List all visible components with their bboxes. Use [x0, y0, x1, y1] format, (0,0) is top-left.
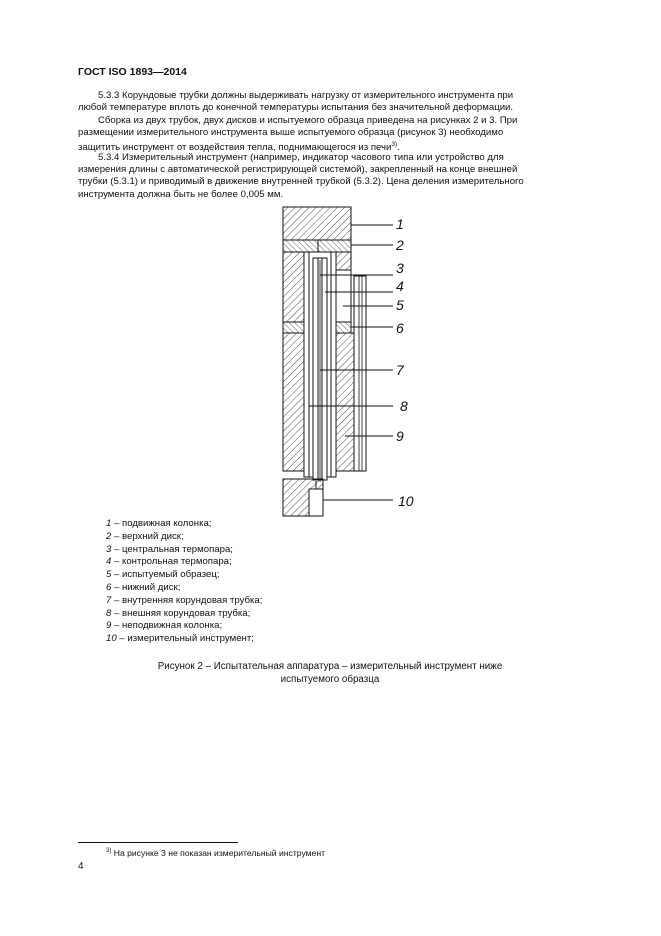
callout-5: 5	[396, 297, 404, 313]
legend-text: – центральная термопара;	[111, 543, 233, 555]
movable-column-right	[336, 252, 351, 270]
paragraph-end-mark: .	[397, 142, 400, 154]
legend-num: 8	[106, 607, 112, 619]
legend-text: – верхний диск;	[111, 530, 184, 542]
footnote-divider	[78, 842, 238, 843]
footnote-reference: 3)	[391, 141, 398, 149]
paragraph-line: 5.3.3 Корундовые трубки должны выдерживать нагрузку от измерительного инструмента при	[98, 90, 514, 101]
figure-caption	[110, 660, 550, 686]
legend-num: 4	[106, 556, 112, 568]
paragraph-line: измерения длины с автоматической регистрирующей системой), закрепленный на конце внешней	[78, 164, 518, 176]
callout-6: 6	[396, 320, 404, 336]
legend-num: 10	[106, 633, 117, 645]
paragraph-line: трубки (5.3.1) и приводимый в движение внутренней трубкой (5.3.2). Цена деления измерительного	[78, 176, 524, 188]
legend-num: 6	[106, 581, 112, 593]
upper-disk	[283, 240, 351, 252]
callout-8: 8	[400, 398, 408, 414]
footnote-mark: 3)	[106, 848, 112, 855]
measuring-instrument	[309, 489, 323, 516]
legend-item	[106, 595, 262, 608]
paragraph-line: Сборка из двух трубок, двух дисков и испытуемого образца приведена на рисунках 2 и 3. При	[98, 115, 518, 126]
paragraph-line: любой температуре вплоть до конечной температуры испытания без значительной деформации.	[78, 102, 514, 114]
legend-num: 9	[106, 620, 112, 632]
legend-num: 7	[106, 594, 112, 606]
legend-item	[106, 633, 262, 646]
legend-item	[106, 556, 262, 569]
movable-column-lower	[283, 252, 304, 322]
caption-line: Рисунок 2 – Испытательная аппаратура – измерительный инструмент ниже	[157, 661, 503, 672]
legend-item	[106, 518, 262, 531]
footnote	[106, 848, 325, 858]
legend-num: 5	[106, 569, 112, 581]
callout-3: 3	[396, 260, 404, 276]
caption-line: испытуемого образца	[280, 674, 380, 685]
paragraph-line: инструмента должна быть не более 0,005 мм.	[78, 188, 284, 200]
paragraph-line: защитить инструмент от воздействия тепла, поднимающегося из печи	[78, 142, 392, 154]
legend-num: 2	[106, 530, 112, 542]
legend-text: – внутренняя корундовая трубка;	[111, 594, 263, 606]
legend-text: – контрольная термопара;	[111, 556, 232, 568]
callout-2: 2	[396, 237, 404, 253]
legend-item	[106, 582, 262, 595]
legend-item	[106, 544, 262, 557]
fixed-column-right	[336, 333, 354, 471]
control-thermocouple	[354, 276, 366, 471]
legend-text: – неподвижная колонка;	[111, 620, 223, 632]
legend-text: – нижний диск;	[111, 581, 181, 593]
legend-item	[106, 620, 262, 633]
paragraph-line: размещении измерительного инструмента выше испытуемого образца (рисунок 3) необходимо	[78, 127, 504, 139]
callout-10: 10	[398, 493, 414, 509]
callout-7: 7	[396, 362, 404, 378]
legend-num: 3	[106, 543, 112, 555]
movable-column	[283, 207, 351, 240]
legend-text: – измерительный инструмент;	[116, 633, 254, 645]
page-number: 4	[78, 861, 84, 872]
figure-legend	[106, 518, 262, 646]
legend-text: – внешняя корундовая трубка;	[111, 607, 251, 619]
paragraph-line: 5.3.4 Измерительный инструмент (например, индикатор часового типа или устройство для	[98, 152, 504, 163]
legend-item	[106, 531, 262, 544]
document-header: ГОСТ ISO 1893—2014	[78, 66, 187, 78]
callout-1: 1	[396, 216, 404, 232]
legend-text: – испытуемый образец;	[111, 569, 220, 581]
callout-9: 9	[396, 428, 404, 444]
legend-text: – подвижная колонка;	[111, 518, 212, 529]
footnote-text: На рисунке 3 не показан измерительный инструмент	[111, 848, 326, 858]
test-specimen	[336, 270, 351, 322]
legend-item	[106, 608, 262, 621]
callout-4: 4	[396, 278, 404, 294]
fixed-column-left	[283, 333, 304, 471]
legend-item	[106, 569, 262, 582]
legend-num: 1	[106, 518, 112, 529]
